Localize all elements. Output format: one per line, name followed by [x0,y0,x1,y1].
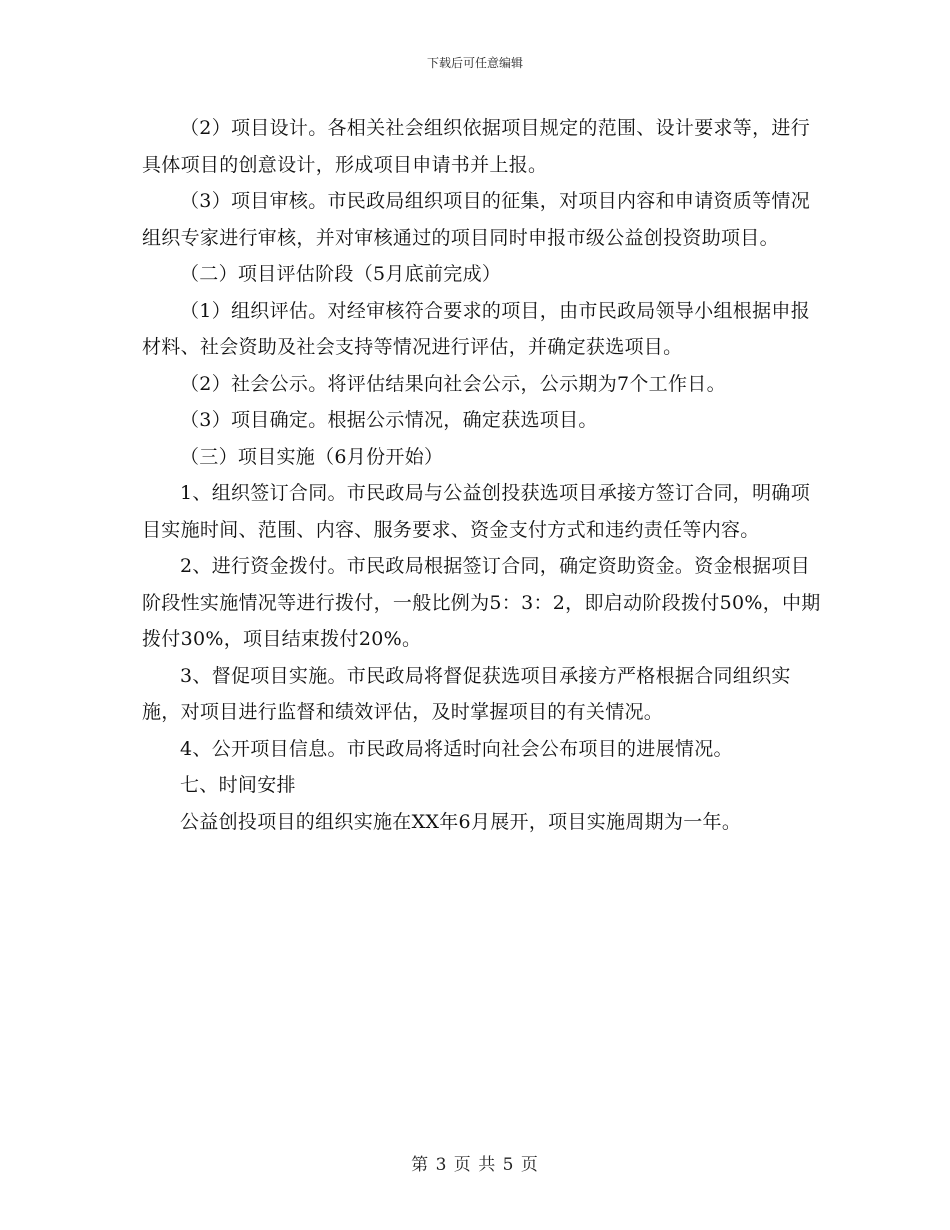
paragraph-project-design: （2）项目设计。各相关社会组织依据项目规定的范围、设计要求等，进行具体项目的创意设计，形成项目申请书并上报。 [142,117,810,176]
paragraph-organize-evaluation: （1）组织评估。对经审核符合要求的项目，由市民政局领导小组根据申报材料、社会资助及社会支持等情况进行评估，并确定获选项目。 [142,299,810,358]
paragraph-project-review: （3）项目审核。市民政局组织项目的征集，对项目内容和申请资质等情况组织专家进行审核，并对审核通过的项目同时申报市级公益创投资助项目。 [142,190,810,249]
paragraph-public-notice: （2）社会公示。将评估结果向社会公示，公示期为7个工作日。 [180,372,726,395]
paragraph-sign-contract: 1、组织签订合同。市民政局与公益创投获选项目承接方签订合同，明确项目实施时间、范围、内容、服务要求、资金支付方式和违约责任等内容。 [142,482,810,541]
page-number: 第 3 页 共 5 页 [411,1155,539,1175]
heading-project-implementation: （三）项目实施（6月份开始） [180,445,444,468]
paragraph-project-confirmation: （3）项目确定。根据公示情况，确定获选项目。 [180,409,598,431]
paragraph-fund-allocation: 2、进行资金拨付。市民政局根据签订合同，确定资助资金。资金根据项目阶段性实施情况等进行拨付，一般比例为5：3：2，即启动阶段拨付50%，中期拨付30%，项目结束拨付20%。 [142,555,821,650]
paragraph-publish-information: 4、公开项目信息。市民政局将适时向社会公布项目的进展情况。 [180,737,733,760]
page-header: 下载后可任意编辑 [426,56,523,70]
paragraph-schedule-detail: 公益创投项目的组织实施在XX年6月展开，项目实施周期为一年。 [180,810,742,833]
document-body [142,110,822,840]
paragraph-supervise-implementation: 3、督促项目实施。市民政局将督促获选项目承接方严格根据合同组织实施，对项目进行监督和绩效评估，及时掌握项目的有关情况。 [142,664,791,723]
heading-time-schedule: 七、时间安排 [180,774,296,796]
heading-evaluation-stage: （二）项目评估阶段（5月底前完成） [180,263,502,285]
